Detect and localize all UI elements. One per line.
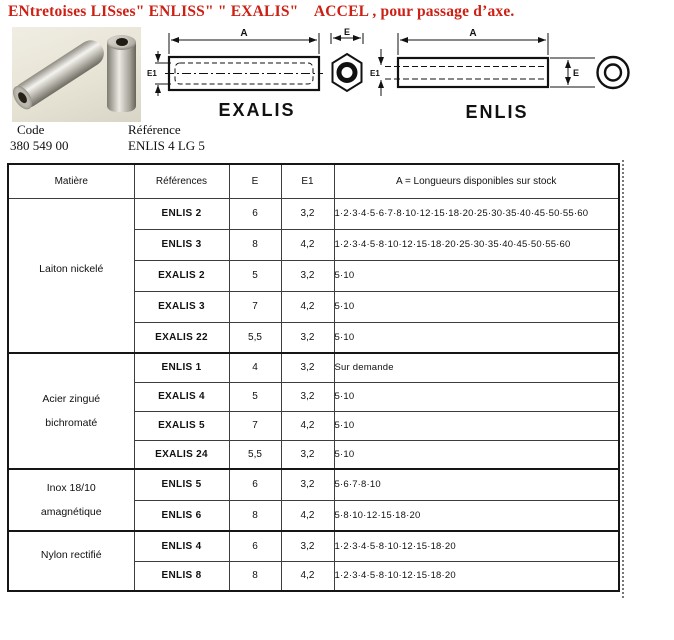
lengths-cell: 5·10 [334,411,619,440]
lengths-cell: 5·10 [334,440,619,469]
lengths-cell: 5·6·7·8·10 [334,469,619,500]
material-cell [8,531,134,591]
material-name: Nylon rectifié [40,549,102,561]
e1-cell: 3,2 [281,382,334,411]
lengths-cell: 1·2·3·4·5·6·7·8·10·12·15·18·20·25·30·35·40·45·50·55·60 [334,198,619,229]
spacer-photo-lying [12,35,109,112]
enlis-dim-e1-label: E1 [370,69,380,78]
exalis-dim-a-label: A [240,28,248,39]
e-cell: 6 [229,469,281,500]
reference-cell: ENLIS 4 [134,531,229,561]
exalis-hex-end-view [331,33,363,91]
spacer-spec-table [7,163,620,592]
table-row [8,469,619,500]
header-matiere: Matière [8,164,134,198]
header-references: Références [134,164,229,198]
e-cell: 5,5 [229,322,281,353]
technical-drawings [145,25,674,125]
material-cell [8,198,134,353]
e1-cell: 3,2 [281,469,334,500]
material-cell [8,469,134,531]
enlis-round-end-view [598,57,629,88]
reference-cell: ENLIS 8 [134,561,229,591]
e-cell: 6 [229,198,281,229]
lengths-cell: 1·2·3·4·5·8·10·12·15·18·20 [334,561,619,591]
table-row [8,198,619,229]
lengths-cell: 5·8·10·12·15·18·20 [334,500,619,531]
enlis-side-view [381,33,595,96]
header-e: E [229,164,281,198]
reference-cell: EXALIS 24 [134,440,229,469]
e1-cell: 4,2 [281,561,334,591]
exalis-caption: EXALIS [218,100,296,120]
page-fold-dashed-line [622,160,624,598]
e-cell: 5 [229,260,281,291]
lengths-cell: 5·10 [334,322,619,353]
table-row [8,531,619,561]
e1-cell: 3,2 [281,353,334,382]
enlis-caption: ENLIS [465,102,529,122]
reference-cell: EXALIS 3 [134,291,229,322]
product-photo [12,27,141,122]
lengths-cell: 5·10 [334,260,619,291]
lengths-cell: 1·2·3·4·5·8·10·12·15·18·20·25·30·35·40·45·50·55·60 [334,229,619,260]
e1-cell: 4,2 [281,500,334,531]
header-longueurs: A = Longueurs disponibles sur stock [334,164,619,198]
exalis-dim-e-label: E [343,27,351,37]
table-row [8,353,619,382]
e1-cell: 3,2 [281,531,334,561]
lengths-cell: Sur demande [334,353,619,382]
page-title: ENtretoises LISses" ENLISS" " EXALIS" ACCEL , pour passage d’axe. [8,3,515,20]
lengths-cell: 5·10 [334,291,619,322]
material-cell [8,353,134,469]
enlis-dim-e-label: E [573,68,580,78]
e-cell: 7 [229,291,281,322]
e-cell: 7 [229,411,281,440]
reference-cell: ENLIS 6 [134,500,229,531]
spacer-top-bore [116,38,128,46]
material-name-line2: amagnétique [40,506,102,518]
e-cell: 8 [229,229,281,260]
lengths-cell: 5·10 [334,382,619,411]
reference-cell: ENLIS 5 [134,469,229,500]
reference-cell: ENLIS 3 [134,229,229,260]
reference-cell: EXALIS 2 [134,260,229,291]
e1-cell: 3,2 [281,440,334,469]
e1-cell: 3,2 [281,260,334,291]
material-name-line2: bichromaté [45,417,98,429]
header-e1: E1 [281,164,334,198]
enlis-dim-a-label: A [469,28,477,39]
exalis-dim-e1-label: E1 [147,69,157,78]
lengths-cell: 1·2·3·4·5·8·10·12·15·18·20 [334,531,619,561]
reference-cell: ENLIS 2 [134,198,229,229]
e1-cell: 4,2 [281,411,334,440]
table-header-row [8,164,619,198]
e1-cell: 4,2 [281,291,334,322]
reference-cell: EXALIS 4 [134,382,229,411]
reference-cell: ENLIS 1 [134,353,229,382]
e-cell: 8 [229,561,281,591]
e1-cell: 3,2 [281,198,334,229]
code-label: Code [17,122,45,137]
code-value: 380 549 00 [10,138,69,153]
material-name: Inox 18/10 [46,482,96,494]
reference-cell: EXALIS 5 [134,411,229,440]
e-cell: 5 [229,382,281,411]
material-name: Laiton nickelé [39,263,104,276]
e-cell: 8 [229,500,281,531]
reference-value: ENLIS 4 LG 5 [128,138,205,153]
e-cell: 4 [229,353,281,382]
exalis-side-view [155,33,323,96]
spacer-photo-standing [107,42,136,112]
e1-cell: 3,2 [281,322,334,353]
reference-label: Référence [128,122,181,137]
e-cell: 5,5 [229,440,281,469]
material-name: Acier zingué [42,393,101,405]
reference-cell: EXALIS 22 [134,322,229,353]
e1-cell: 4,2 [281,229,334,260]
e-cell: 6 [229,531,281,561]
